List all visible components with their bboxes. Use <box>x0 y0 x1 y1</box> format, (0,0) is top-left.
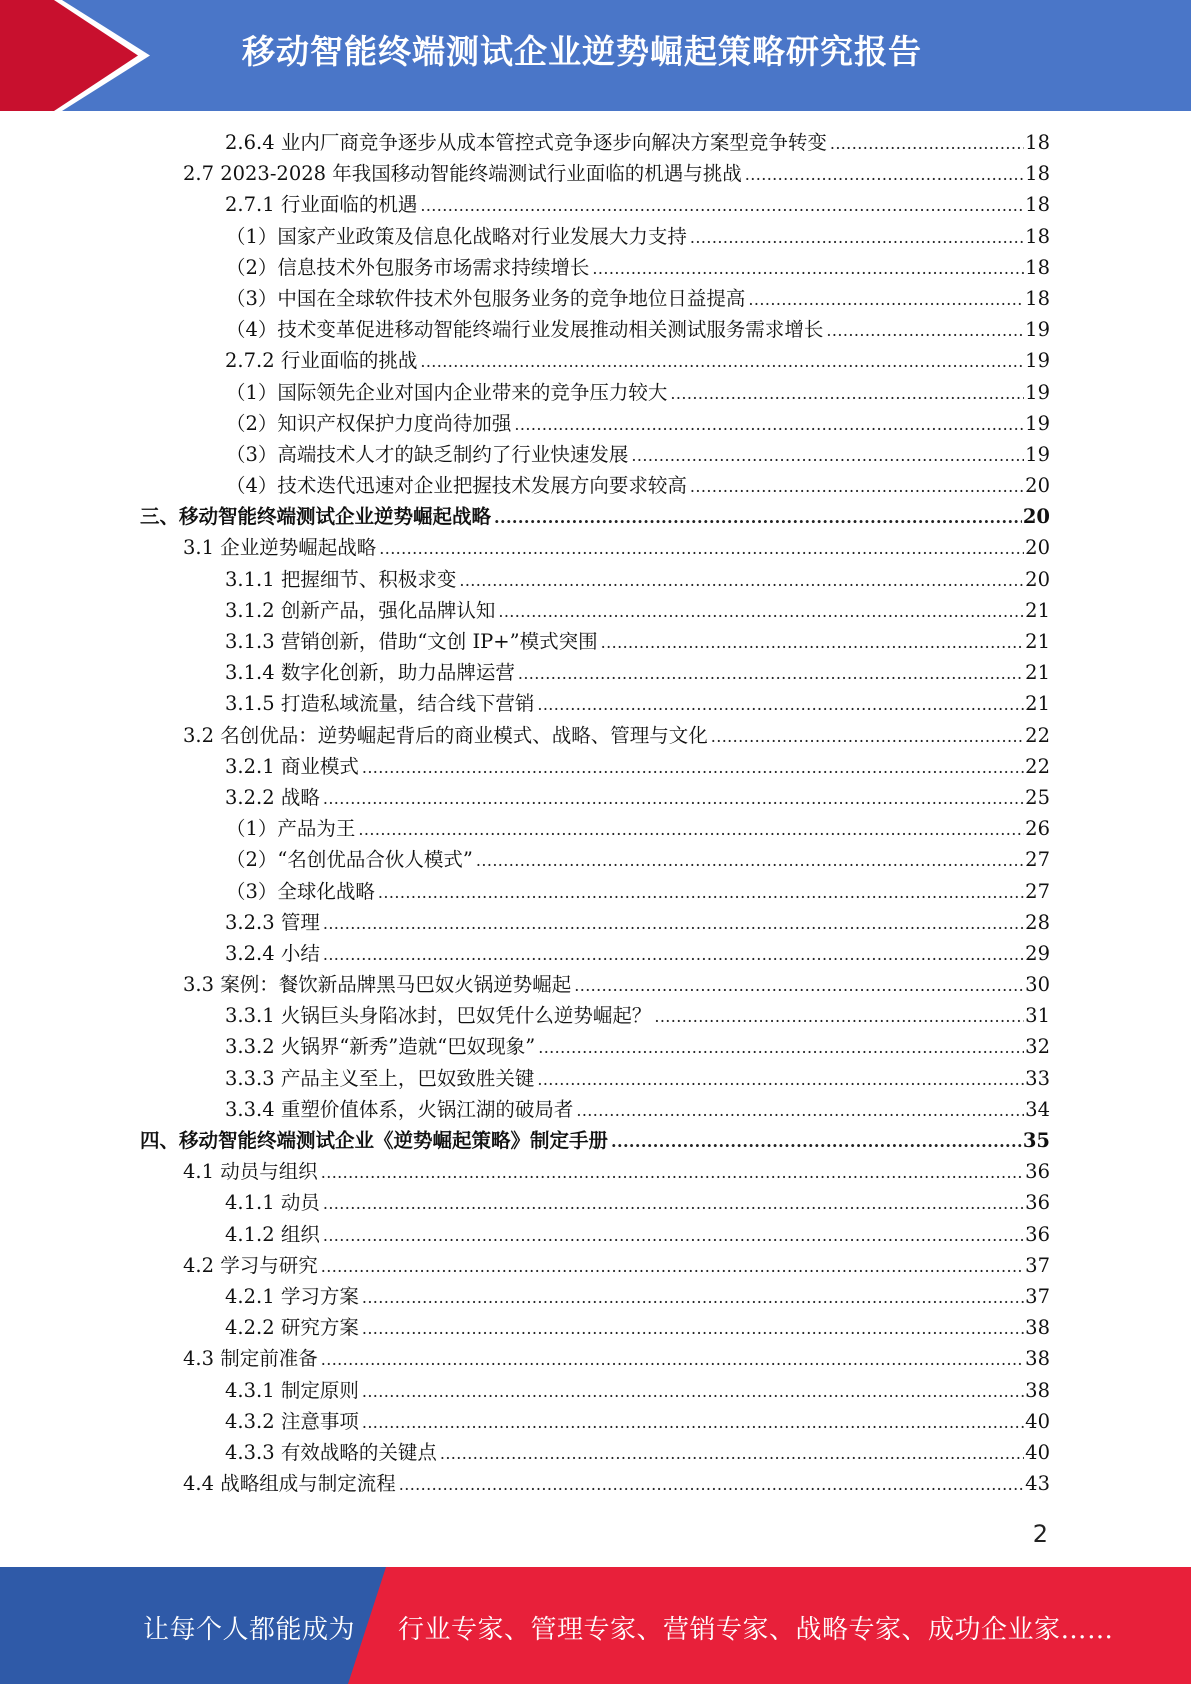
toc-entry-title: 4.3.3 有效战略的关键点 <box>225 1440 437 1464</box>
toc-dot-leader <box>399 1469 1024 1500</box>
toc-dot-leader <box>459 565 1024 596</box>
toc-dot-leader <box>518 658 1024 689</box>
toc-dot-leader <box>358 814 1024 845</box>
toc-entry-title: （3）高端技术人才的缺乏制约了行业快速发展 <box>226 442 629 466</box>
toc-entry[interactable] <box>140 1468 1050 1499</box>
toc-entry-title: 三、移动智能终端测试企业逆势崛起战略 <box>140 505 492 529</box>
toc-dot-leader <box>537 689 1024 720</box>
toc-entry-title: 3.3.4 重塑价值体系，火锅江湖的破局者 <box>225 1097 574 1121</box>
toc-entry[interactable] <box>140 283 1050 314</box>
toc-entry-page: 38 <box>1025 1316 1050 1340</box>
toc-dot-leader <box>631 440 1024 471</box>
toc-entry[interactable] <box>140 158 1050 189</box>
toc-dot-leader <box>321 1344 1024 1375</box>
toc-entry[interactable] <box>140 938 1050 969</box>
toc-entry[interactable] <box>140 314 1050 345</box>
toc-entry-title: 4.1.2 组织 <box>225 1222 320 1246</box>
toc-entry-title: （3）中国在全球软件技术外包服务业务的竞争地位日益提高 <box>226 286 746 310</box>
toc-dot-leader <box>494 502 1022 533</box>
toc-entry[interactable] <box>140 876 1050 907</box>
toc-dot-leader <box>420 190 1024 221</box>
toc-dot-leader <box>362 1282 1024 1313</box>
toc-entry-title: 3.3.2 火锅界“新秀”造就“巴奴现象” <box>225 1035 536 1059</box>
toc-entry[interactable] <box>140 782 1050 813</box>
toc-entry[interactable] <box>140 1125 1050 1156</box>
toc-entry-page: 21 <box>1025 661 1050 685</box>
toc-entry-page: 40 <box>1025 1409 1050 1433</box>
toc-entry-title: 3.3.3 产品主义至上，巴奴致胜关键 <box>225 1066 535 1090</box>
toc-dot-leader <box>690 471 1024 502</box>
toc-dot-leader <box>830 128 1024 159</box>
toc-entry-title: 四、移动智能终端测试企业《逆势崛起策略》制定手册 <box>140 1129 609 1152</box>
toc-entry-page: 37 <box>1025 1253 1050 1277</box>
toc-dot-leader <box>711 721 1024 752</box>
toc-entry-page: 35 <box>1022 1129 1050 1152</box>
toc-entry-title: （3）全球化战略 <box>226 879 375 903</box>
toc-entry-page: 38 <box>1025 1378 1050 1402</box>
footer-slogan-right: 行业专家、管理专家、营销专家、战略专家、成功企业家…… <box>398 1615 1114 1645</box>
toc-entry-page: 19 <box>1025 318 1050 342</box>
toc-entry-title: 4.3.2 注意事项 <box>225 1409 359 1433</box>
toc-entry-title: 3.1.2 创新产品，强化品牌认知 <box>225 598 496 622</box>
toc-entry-title: 3.2.2 战略 <box>225 785 320 809</box>
toc-entry[interactable] <box>140 189 1050 220</box>
toc-entry[interactable] <box>140 252 1050 283</box>
toc-dot-leader <box>476 845 1024 876</box>
toc-entry-title: （2）知识产权保护力度尚待加强 <box>226 411 512 435</box>
toc-entry[interactable] <box>140 595 1050 626</box>
toc-entry[interactable] <box>140 813 1050 844</box>
toc-dot-leader <box>362 1313 1024 1344</box>
toc-dot-leader <box>498 596 1024 627</box>
toc-entry-title: 2.7.1 行业面临的机遇 <box>225 193 418 217</box>
toc-entry[interactable] <box>140 1406 1050 1437</box>
toc-entry-title: 4.2.1 学习方案 <box>225 1284 359 1308</box>
toc-entry[interactable] <box>140 1343 1050 1374</box>
toc-dot-leader <box>321 1157 1024 1188</box>
toc-entry-page: 36 <box>1025 1191 1050 1215</box>
toc-entry-page: 37 <box>1025 1284 1050 1308</box>
header-banner <box>0 0 1191 111</box>
toc-entry-title: 4.1 动员与组织 <box>183 1160 318 1184</box>
toc-entry-page: 18 <box>1025 193 1050 217</box>
toc-dot-leader <box>440 1438 1024 1469</box>
toc-dot-leader <box>745 159 1024 190</box>
toc-entry[interactable] <box>140 1094 1050 1125</box>
toc-dot-leader <box>748 284 1024 315</box>
toc-dot-leader <box>538 1032 1024 1063</box>
toc-entry[interactable] <box>140 408 1050 439</box>
toc-entry-title: （1）国际领先企业对国内企业带来的竞争压力较大 <box>226 380 668 404</box>
toc-dot-leader <box>611 1126 1022 1157</box>
toc-entry-page: 36 <box>1025 1222 1050 1246</box>
toc-dot-leader <box>592 253 1024 284</box>
toc-entry-page: 40 <box>1025 1440 1050 1464</box>
toc-dot-leader <box>323 908 1024 939</box>
toc-dot-leader <box>514 409 1024 440</box>
toc-entry-title: 3.3 案例：餐饮新品牌黑马巴奴火锅逆势崛起 <box>183 973 572 997</box>
toc-entry-page: 20 <box>1025 567 1050 591</box>
toc-entry-page: 38 <box>1025 1347 1050 1371</box>
toc-entry-page: 36 <box>1025 1160 1050 1184</box>
toc-entry-title: 4.3.1 制定原则 <box>225 1378 359 1402</box>
toc-entry[interactable] <box>140 1156 1050 1187</box>
toc-entry-page: 18 <box>1025 255 1050 279</box>
toc-dot-leader <box>378 877 1024 908</box>
page-number: 2 <box>1032 1520 1048 1548</box>
toc-entry-page: 20 <box>1025 536 1050 560</box>
toc-entry-page: 26 <box>1025 817 1050 841</box>
toc-entry-title: 3.1.4 数字化创新，助力品牌运营 <box>225 661 515 685</box>
toc-dot-leader <box>670 378 1024 409</box>
toc-entry[interactable] <box>140 844 1050 875</box>
toc-dot-leader <box>323 1220 1024 1251</box>
toc-dot-leader <box>420 346 1024 377</box>
toc-entry[interactable] <box>140 1187 1050 1218</box>
toc-dot-leader <box>654 1001 1024 1032</box>
chevron-arrow-icon <box>0 0 160 111</box>
toc-entry-page: 22 <box>1025 754 1050 778</box>
toc-dot-leader <box>362 1376 1024 1407</box>
toc-entry-title: 3.1 企业逆势崛起战略 <box>183 536 377 560</box>
toc-entry-title: 3.1.5 打造私域流量，结合线下营销 <box>225 692 535 716</box>
toc-dot-leader <box>362 1407 1024 1438</box>
toc-entry[interactable] <box>140 564 1050 595</box>
toc-entry-title: 3.1.1 把握细节、积极求变 <box>225 567 457 591</box>
toc-entry-page: 19 <box>1025 349 1050 373</box>
toc-dot-leader <box>574 970 1024 1001</box>
toc-entry-page: 21 <box>1025 598 1050 622</box>
toc-entry-page: 43 <box>1025 1472 1050 1496</box>
toc-entry-title: 4.2.2 研究方案 <box>225 1316 359 1340</box>
toc-entry[interactable] <box>140 1031 1050 1062</box>
toc-entry-page: 34 <box>1025 1097 1050 1121</box>
toc-entry-page: 21 <box>1025 630 1050 653</box>
toc-dot-leader <box>576 1095 1024 1126</box>
toc-dot-leader <box>323 783 1024 814</box>
toc-entry-title: （1）产品为王 <box>226 817 356 841</box>
toc-entry[interactable] <box>140 751 1050 782</box>
toc-entry[interactable] <box>140 377 1050 408</box>
toc-entry-page: 20 <box>1025 474 1050 498</box>
toc-entry-page: 18 <box>1025 131 1050 154</box>
toc-entry-page: 22 <box>1025 723 1050 747</box>
toc-entry-page: 30 <box>1025 973 1050 997</box>
toc-entry-page: 28 <box>1025 910 1050 934</box>
toc-entry-page: 25 <box>1025 785 1050 809</box>
footer-banner <box>0 1567 1191 1684</box>
toc-entry[interactable] <box>140 501 1050 532</box>
toc-dot-leader <box>321 1251 1024 1282</box>
toc-entry[interactable] <box>140 470 1050 501</box>
toc-entry[interactable] <box>140 907 1050 938</box>
toc-entry-title: 3.2 名创优品：逆势崛起背后的商业模式、战略、管理与文化 <box>183 723 708 747</box>
toc-entry-page: 27 <box>1025 848 1050 872</box>
toc-entry-page: 18 <box>1025 286 1050 310</box>
toc-entry[interactable] <box>140 532 1050 563</box>
toc-entry[interactable] <box>140 221 1050 252</box>
toc-entry-title: 3.1.3 营销创新，借助“文创 IP+”模式突围 <box>225 630 598 653</box>
toc-entry-title: 4.1.1 动员 <box>225 1191 320 1215</box>
toc-entry-title: 2.6.4 业内厂商竞争逐步从成本管控式竞争逐步向解决方案型竞争转变 <box>225 131 827 154</box>
toc-entry-title: 4.4 战略组成与制定流程 <box>183 1472 396 1496</box>
toc-entry-title: （1）国家产业政策及信息化战略对行业发展大力支持 <box>226 224 687 248</box>
toc-entry-page: 29 <box>1025 941 1050 965</box>
toc-entry[interactable] <box>140 1000 1050 1031</box>
toc-entry[interactable] <box>140 1281 1050 1312</box>
table-of-contents <box>140 127 1050 1499</box>
toc-entry-page: 19 <box>1025 411 1050 435</box>
toc-entry-page: 27 <box>1025 879 1050 903</box>
toc-dot-leader <box>690 222 1024 253</box>
toc-entry-title: （4）技术迭代迅速对企业把握技术发展方向要求较高 <box>226 474 687 498</box>
toc-entry[interactable] <box>140 657 1050 688</box>
toc-entry-title: （2）“名创优品合伙人模式” <box>226 848 473 872</box>
toc-dot-leader <box>826 315 1024 346</box>
toc-entry[interactable] <box>140 1437 1050 1468</box>
toc-entry-page: 19 <box>1025 380 1050 404</box>
toc-entry[interactable] <box>140 127 1050 158</box>
toc-entry-page: 21 <box>1025 692 1050 716</box>
footer-slogan-left: 让每个人都能成为 <box>143 1615 356 1645</box>
toc-entry[interactable] <box>140 626 1050 657</box>
toc-entry[interactable] <box>140 720 1050 751</box>
toc-entry-title: 2.7.2 行业面临的挑战 <box>225 349 418 373</box>
toc-entry-page: 33 <box>1025 1066 1050 1090</box>
toc-entry-page: 18 <box>1025 224 1050 248</box>
toc-entry-title: （4）技术变革促进移动智能终端行业发展推动相关测试服务需求增长 <box>226 318 824 342</box>
toc-entry-title: 2.7 2023-2028 年我国移动智能终端测试行业面临的机遇与挑战 <box>183 162 742 186</box>
toc-entry-title: 3.3.1 火锅巨头身陷冰封，巴奴凭什么逆势崛起？ <box>225 1004 652 1028</box>
toc-entry-title: 4.2 学习与研究 <box>183 1253 318 1277</box>
toc-entry[interactable] <box>140 1250 1050 1281</box>
toc-entry-page: 19 <box>1025 442 1050 466</box>
toc-entry-title: 3.2.3 管理 <box>225 910 320 934</box>
toc-dot-leader <box>323 939 1024 970</box>
toc-entry[interactable] <box>140 345 1050 376</box>
toc-entry-page: 31 <box>1025 1004 1050 1028</box>
toc-entry[interactable] <box>140 1375 1050 1406</box>
document-title: 移动智能终端测试企业逆势崛起策略研究报告 <box>242 32 922 71</box>
toc-entry[interactable] <box>140 969 1050 1000</box>
toc-entry-title: （2）信息技术外包服务市场需求持续增长 <box>226 255 590 279</box>
toc-dot-leader <box>362 752 1024 783</box>
toc-entry-page: 18 <box>1025 162 1050 186</box>
toc-entry[interactable] <box>140 688 1050 719</box>
toc-entry[interactable] <box>140 439 1050 470</box>
toc-entry-page: 32 <box>1025 1035 1050 1059</box>
toc-entry-title: 4.3 制定前准备 <box>183 1347 318 1371</box>
toc-dot-leader <box>379 533 1024 564</box>
toc-entry[interactable] <box>140 1063 1050 1094</box>
toc-entry[interactable] <box>140 1312 1050 1343</box>
toc-entry-page: 20 <box>1022 505 1050 529</box>
toc-entry[interactable] <box>140 1219 1050 1250</box>
toc-entry-title: 3.2.1 商业模式 <box>225 754 359 778</box>
toc-dot-leader <box>537 1064 1024 1095</box>
toc-dot-leader <box>601 627 1025 658</box>
toc-entry-title: 3.2.4 小结 <box>225 941 320 965</box>
toc-dot-leader <box>323 1188 1024 1219</box>
